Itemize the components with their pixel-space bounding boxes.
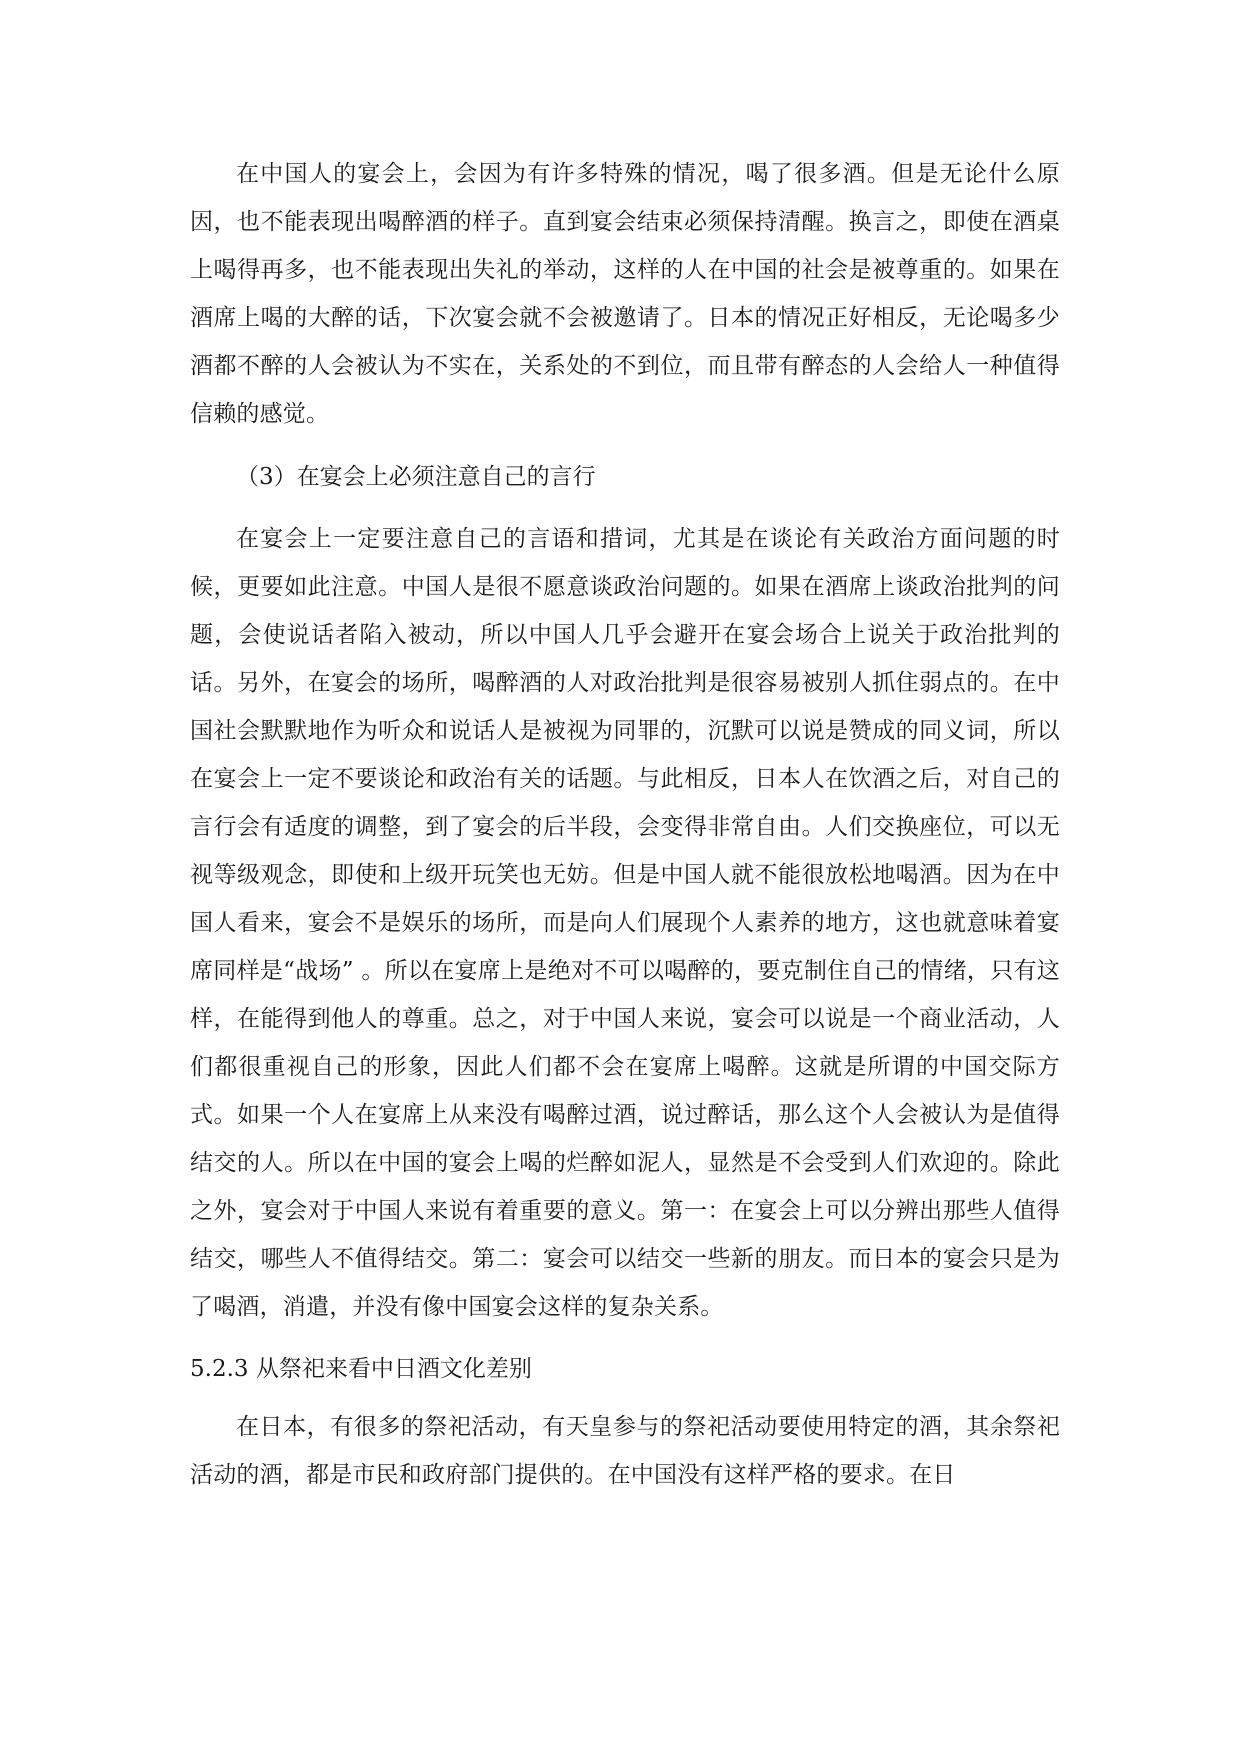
document-page xyxy=(190,150,1060,1499)
paragraph-ritual-wine: 在日本，有很多的祭祀活动，有天皇参与的祭祀活动要使用特定的酒，其余祭祀活动的酒，都是市民和政府部门提供的。在中国没有这样严格的要求。在日 xyxy=(190,1414,1060,1488)
paragraph-banquet-speech: 在宴会上一定要注意自己的言语和措词，尤其是在谈论有关政治方面问题的时候，更要如此注意。中国人是很不愿意谈政治问题的。如果在酒席上谈政治批判的问题，会使说话者陷入被动，所以中国人几乎会避开在宴会场合上说关于政治批判的话。另外，在宴会的场所，喝醉酒的人对政治批判是很容易被别人抓住弱点的。在中国社会默默地作为听众和说话人是被视为同罪的，沉默可以说是赞成的同义词，所以在宴会上一定不要谈论和政治有关的话题。与此相反，日本人在饮酒之后，对自己的言行会有适度的调整，到了宴会的后半段，会变得非常自由。人们交换座位，可以无视等级观念，即使和上级开玩笑也无妨。但是中国人就不能很放松地喝酒。因为在中国人看来，宴会不是娱乐的场所，而是向人们展现个人素养的地方，这也就意味着宴席同样是“战场” 。所以在宴席上是绝对不可以喝醉的，要克制住自己的情绪，只有这样，在能得到他人的尊重。总之，对于中国人来说，宴会可以说是一个商业活动，人们都很重视自己的形象，因此人们都不会在宴席上喝醉。这就是所谓的中国交际方式。如果一个人在宴席上从来没有喝醉过酒，说过醉话，那么这个人会被认为是值得结交的人。所以在中国的宴会上喝的烂醉如泥人，显然是不会受到人们欢迎的。除此之外，宴会对于中国人来说有着重要的意义。第一：在宴会上可以分辨出那些人值得结交，哪些人不值得结交。第二：宴会可以结交一些新的朋友。而日本的宴会只是为了喝酒，消遣，并没有像中国宴会这样的复杂关系。 xyxy=(190,526,1060,1320)
subheading-banquet-conduct: （3）在宴会上必须注意自己的言行 xyxy=(236,464,596,490)
section-heading-5-2-3: 5.2.3 从祭祀来看中日酒文化差别 xyxy=(190,1356,532,1382)
paragraph-banquet-drinking: 在中国人的宴会上，会因为有许多特殊的情况，喝了很多酒。但是无论什么原因，也不能表现出喝醉酒的样子。直到宴会结束必须保持清醒。换言之，即使在酒桌上喝得再多，也不能表现出失礼的举动，这样的人在中国的社会是被尊重的。如果在酒席上喝的大醉的话，下次宴会就不会被邀请了。日本的情况正好相反，无论喝多少酒都不醉的人会被认为不实在，关系处的不到位，而且带有醉态的人会给人一种值得信赖的感觉。 xyxy=(190,161,1060,427)
